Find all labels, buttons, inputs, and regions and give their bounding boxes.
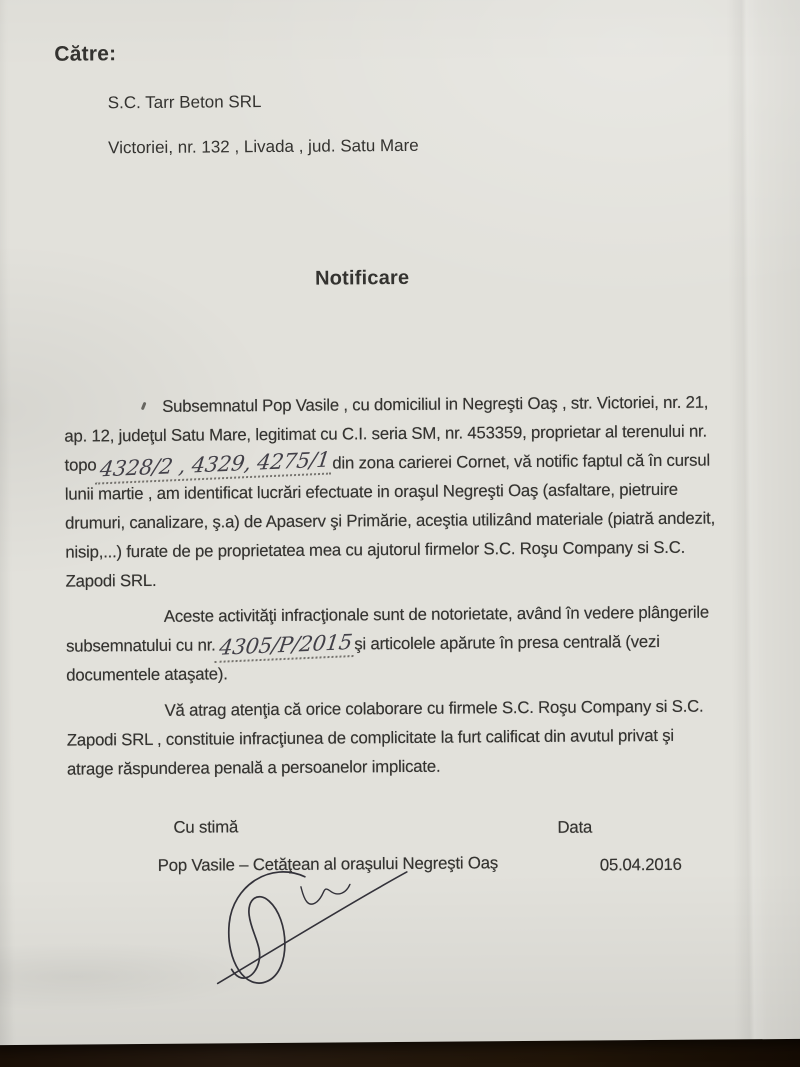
paragraph-2-handwritten-case-number: 4305/P/2015 <box>214 632 356 663</box>
recipient-company: S.C. Tarr Beton SRL <box>107 92 262 113</box>
recipient-address: Victoriei, nr. 132 , Livada , jud. Satu Mare <box>108 135 419 158</box>
paper-crease-left <box>0 0 14 1045</box>
recipient-label: Către: <box>54 42 117 66</box>
handwritten-signature <box>203 862 418 992</box>
paragraph-1-handwritten-topo-numbers: 4328/2 , 4329, 4275/1 <box>95 449 334 484</box>
signer-name: Pop Vasile – Cetăţean al oraşului Negreşti Oaş <box>157 853 499 875</box>
paragraph-2-text-after: şi articolele apărute în presa centrală (vezi documentele ataşate). <box>66 631 660 685</box>
letter-title: Notificare <box>314 266 410 290</box>
paragraph-1-text-before: Subsemnatul Pop Vasile , cu domiciliul in Negreşti Oaş , str. Victoriei, nr. 21, ap. 12, judeţul Satu Mare, legitimat cu C.I. seria SM, nr. 453359, proprietar al terenului nr. topo <box>64 392 709 475</box>
paragraph-3-text: Vă atrag atenţia că orice colaborare cu firmele S.C. Roşu Company si S.C. Zapodi SRL , constituie infracţiunea de complicitate la furt calificat din avutul privat şi atrage răspunderea penală a persoanelor implicate. <box>66 696 704 779</box>
date-value: 05.04.2016 <box>599 854 682 875</box>
date-label: Data <box>557 817 593 837</box>
paragraph-1 <box>64 388 720 596</box>
paper-crease-right <box>726 0 768 1039</box>
paragraph-2 <box>66 598 721 690</box>
paragraph-3 <box>66 692 721 784</box>
letter-body <box>64 388 721 784</box>
paragraph-1-text-after: din zona carierei Cornet, vă notific faptul că în cursul lunii martie , am identificat lucrări efectuate in oraşul Negreşti Oaş (asfaltare, pietruire drumuri, canalizare, ş.a) de Apaserv şi Primărie, aceştia utilizând materiale (piatră andezit, nisip,...) furate de pe proprietatea mea cu ajutorul firmelor S.C. Roşu Company si S.C. Zapodi SRL. <box>64 450 716 591</box>
closing-salutation: Cu stimă <box>173 817 239 837</box>
paragraph-2-text-before: Aceste activităţi infracţionale sunt de notorietate, având în vedere plângerile subsemnatului cu nr. <box>65 602 710 656</box>
